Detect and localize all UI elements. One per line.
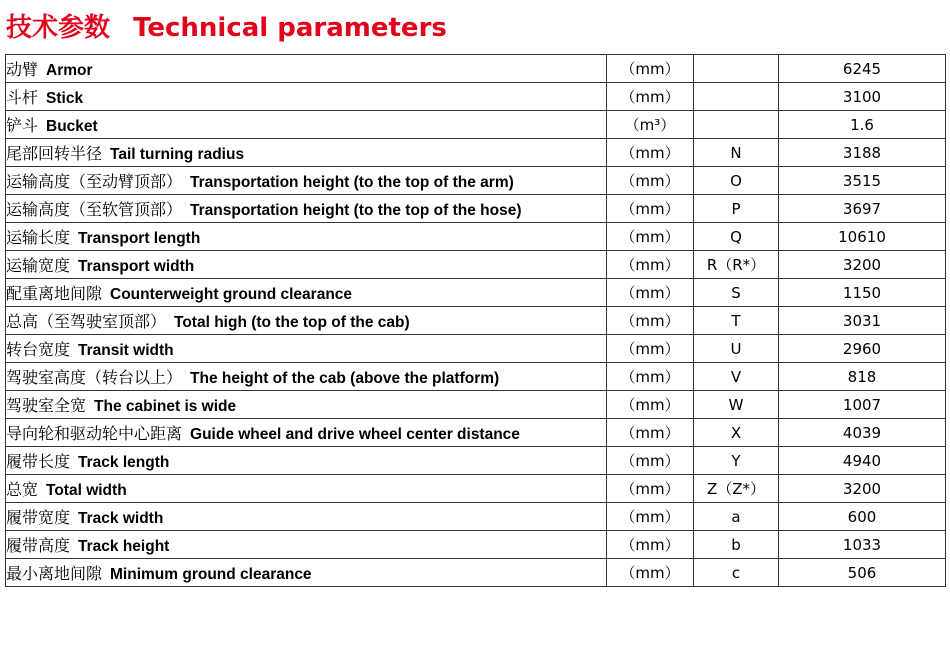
parameter-value: 3031 (779, 307, 946, 335)
parameter-name-en: Total high (to the top of the cab) (174, 314, 410, 331)
parameter-name-cell (6, 223, 607, 251)
parameter-name-cell (6, 111, 607, 139)
table-row (6, 307, 946, 335)
parameter-symbol: P (694, 195, 779, 223)
parameter-unit: （mm） (607, 391, 694, 419)
parameter-value: 818 (779, 363, 946, 391)
parameter-name-zh: 铲斗 (6, 116, 39, 135)
parameter-name-zh: 履带长度 (6, 452, 71, 471)
table-row (6, 475, 946, 503)
table-row (6, 279, 946, 307)
parameter-symbol: c (694, 559, 779, 587)
table-row (6, 139, 946, 167)
table-row (6, 419, 946, 447)
parameter-symbol: N (694, 139, 779, 167)
table-row (6, 503, 946, 531)
parameter-unit: （mm） (607, 475, 694, 503)
parameter-symbol: Q (694, 223, 779, 251)
parameter-name-zh: 履带宽度 (6, 508, 71, 527)
table-row (6, 111, 946, 139)
parameter-name-zh: 配重离地间隙 (6, 284, 103, 303)
parameter-name-cell (6, 447, 607, 475)
parameter-name-en: The height of the cab (above the platform) (190, 370, 500, 387)
parameter-name-zh: 总宽 (6, 480, 39, 499)
parameter-name-zh: 斗杆 (6, 88, 39, 107)
parameter-name-en: Tail turning radius (110, 146, 245, 163)
parameter-symbol: X (694, 419, 779, 447)
parameter-symbol: a (694, 503, 779, 531)
parameter-name-en: Minimum ground clearance (110, 566, 312, 583)
parameter-value: 3515 (779, 167, 946, 195)
table-row (6, 447, 946, 475)
table-row (6, 223, 946, 251)
parameter-unit: （mm） (607, 531, 694, 559)
parameter-unit: （mm） (607, 83, 694, 111)
parameter-name-en: Counterweight ground clearance (110, 286, 353, 303)
parameter-name-zh: 履带高度 (6, 536, 71, 555)
parameter-symbol: W (694, 391, 779, 419)
page-title-zh: 技术参数 (6, 13, 111, 43)
parameter-name-en: Track width (78, 510, 164, 527)
parameter-name-en: Transportation height (to the top of the arm) (190, 174, 514, 191)
parameter-unit: （m³） (607, 111, 694, 139)
parameter-unit: （mm） (607, 223, 694, 251)
parameter-unit: （mm） (607, 195, 694, 223)
parameter-value: 1.6 (779, 111, 946, 139)
parameter-unit: （mm） (607, 559, 694, 587)
parameter-name-cell (6, 419, 607, 447)
table-row (6, 335, 946, 363)
parameter-value: 3200 (779, 475, 946, 503)
parameter-name-cell (6, 475, 607, 503)
parameter-value: 1150 (779, 279, 946, 307)
parameter-name-en: Transportation height (to the top of the hose) (190, 202, 522, 219)
parameter-symbol: Y (694, 447, 779, 475)
parameter-name-cell (6, 335, 607, 363)
parameter-symbol: O (694, 167, 779, 195)
parameter-name-en: Track height (78, 538, 170, 555)
parameter-name-cell (6, 195, 607, 223)
parameter-symbol: R（R*） (694, 251, 779, 279)
parameter-value: 3200 (779, 251, 946, 279)
table-row (6, 391, 946, 419)
parameter-name-en: The cabinet is wide (94, 398, 237, 415)
parameter-name-cell (6, 139, 607, 167)
parameter-name-zh: 驾驶室高度（转台以上） (6, 368, 183, 387)
parameter-name-cell (6, 531, 607, 559)
technical-parameters-table (5, 54, 946, 587)
parameter-unit: （mm） (607, 419, 694, 447)
parameter-symbol (694, 55, 779, 83)
table-row (6, 363, 946, 391)
parameter-value: 1033 (779, 531, 946, 559)
parameter-value: 506 (779, 559, 946, 587)
parameter-value: 3188 (779, 139, 946, 167)
parameter-value: 6245 (779, 55, 946, 83)
parameter-value: 3100 (779, 83, 946, 111)
parameter-name-zh: 动臂 (6, 60, 39, 79)
parameter-name-cell (6, 279, 607, 307)
parameter-unit: （mm） (607, 447, 694, 475)
parameter-value: 3697 (779, 195, 946, 223)
parameter-value: 4039 (779, 419, 946, 447)
parameter-value: 600 (779, 503, 946, 531)
parameter-value: 4940 (779, 447, 946, 475)
parameter-name-en: Total width (46, 482, 127, 499)
parameter-name-cell (6, 559, 607, 587)
parameter-name-cell (6, 503, 607, 531)
parameter-name-en: Guide wheel and drive wheel center distance (190, 426, 520, 443)
parameter-name-en: Transport width (78, 258, 195, 275)
parameter-name-cell (6, 391, 607, 419)
parameter-symbol: T (694, 307, 779, 335)
parameter-unit: （mm） (607, 251, 694, 279)
table-row (6, 531, 946, 559)
parameter-unit: （mm） (607, 307, 694, 335)
parameter-unit: （mm） (607, 139, 694, 167)
parameter-name-cell (6, 83, 607, 111)
parameter-name-zh: 运输长度 (6, 228, 71, 247)
parameter-unit: （mm） (607, 55, 694, 83)
parameter-symbol: V (694, 363, 779, 391)
parameter-name-zh: 驾驶室全宽 (6, 396, 87, 415)
parameter-name-en: Transport length (78, 230, 201, 247)
parameter-name-en: Track length (78, 454, 170, 471)
parameter-value: 2960 (779, 335, 946, 363)
parameter-symbol: b (694, 531, 779, 559)
parameter-value: 1007 (779, 391, 946, 419)
parameter-name-cell (6, 55, 607, 83)
parameter-name-zh: 运输高度（至动臂顶部） (6, 172, 183, 191)
parameter-name-zh: 最小离地间隙 (6, 564, 103, 583)
page-title-en: Technical parameters (133, 13, 447, 43)
parameter-name-zh: 转台宽度 (6, 340, 71, 359)
table-row (6, 559, 946, 587)
parameter-name-zh: 尾部回转半径 (6, 144, 103, 163)
parameter-name-cell (6, 167, 607, 195)
parameter-name-zh: 运输高度（至软管顶部） (6, 200, 183, 219)
parameters-table-body (6, 55, 946, 587)
table-row (6, 167, 946, 195)
parameter-name-en: Bucket (46, 118, 98, 135)
parameter-value: 10610 (779, 223, 946, 251)
parameter-name-en: Stick (46, 90, 84, 107)
parameter-symbol: S (694, 279, 779, 307)
parameter-unit: （mm） (607, 503, 694, 531)
parameter-unit: （mm） (607, 335, 694, 363)
parameter-name-cell (6, 363, 607, 391)
page-title (6, 10, 447, 46)
parameter-symbol: Z（Z*） (694, 475, 779, 503)
parameter-name-zh: 导向轮和驱动轮中心距离 (6, 424, 183, 443)
parameter-symbol (694, 111, 779, 139)
parameter-name-en: Transit width (78, 342, 174, 359)
parameter-name-cell (6, 251, 607, 279)
table-row (6, 195, 946, 223)
parameter-name-zh: 运输宽度 (6, 256, 71, 275)
parameter-unit: （mm） (607, 363, 694, 391)
parameter-name-zh: 总高（至驾驶室顶部） (6, 312, 167, 331)
parameter-symbol: U (694, 335, 779, 363)
parameter-unit: （mm） (607, 279, 694, 307)
parameter-name-en: Armor (46, 62, 93, 79)
parameter-unit: （mm） (607, 167, 694, 195)
table-row (6, 251, 946, 279)
table-row (6, 83, 946, 111)
parameter-symbol (694, 83, 779, 111)
parameter-name-cell (6, 307, 607, 335)
table-row (6, 55, 946, 83)
